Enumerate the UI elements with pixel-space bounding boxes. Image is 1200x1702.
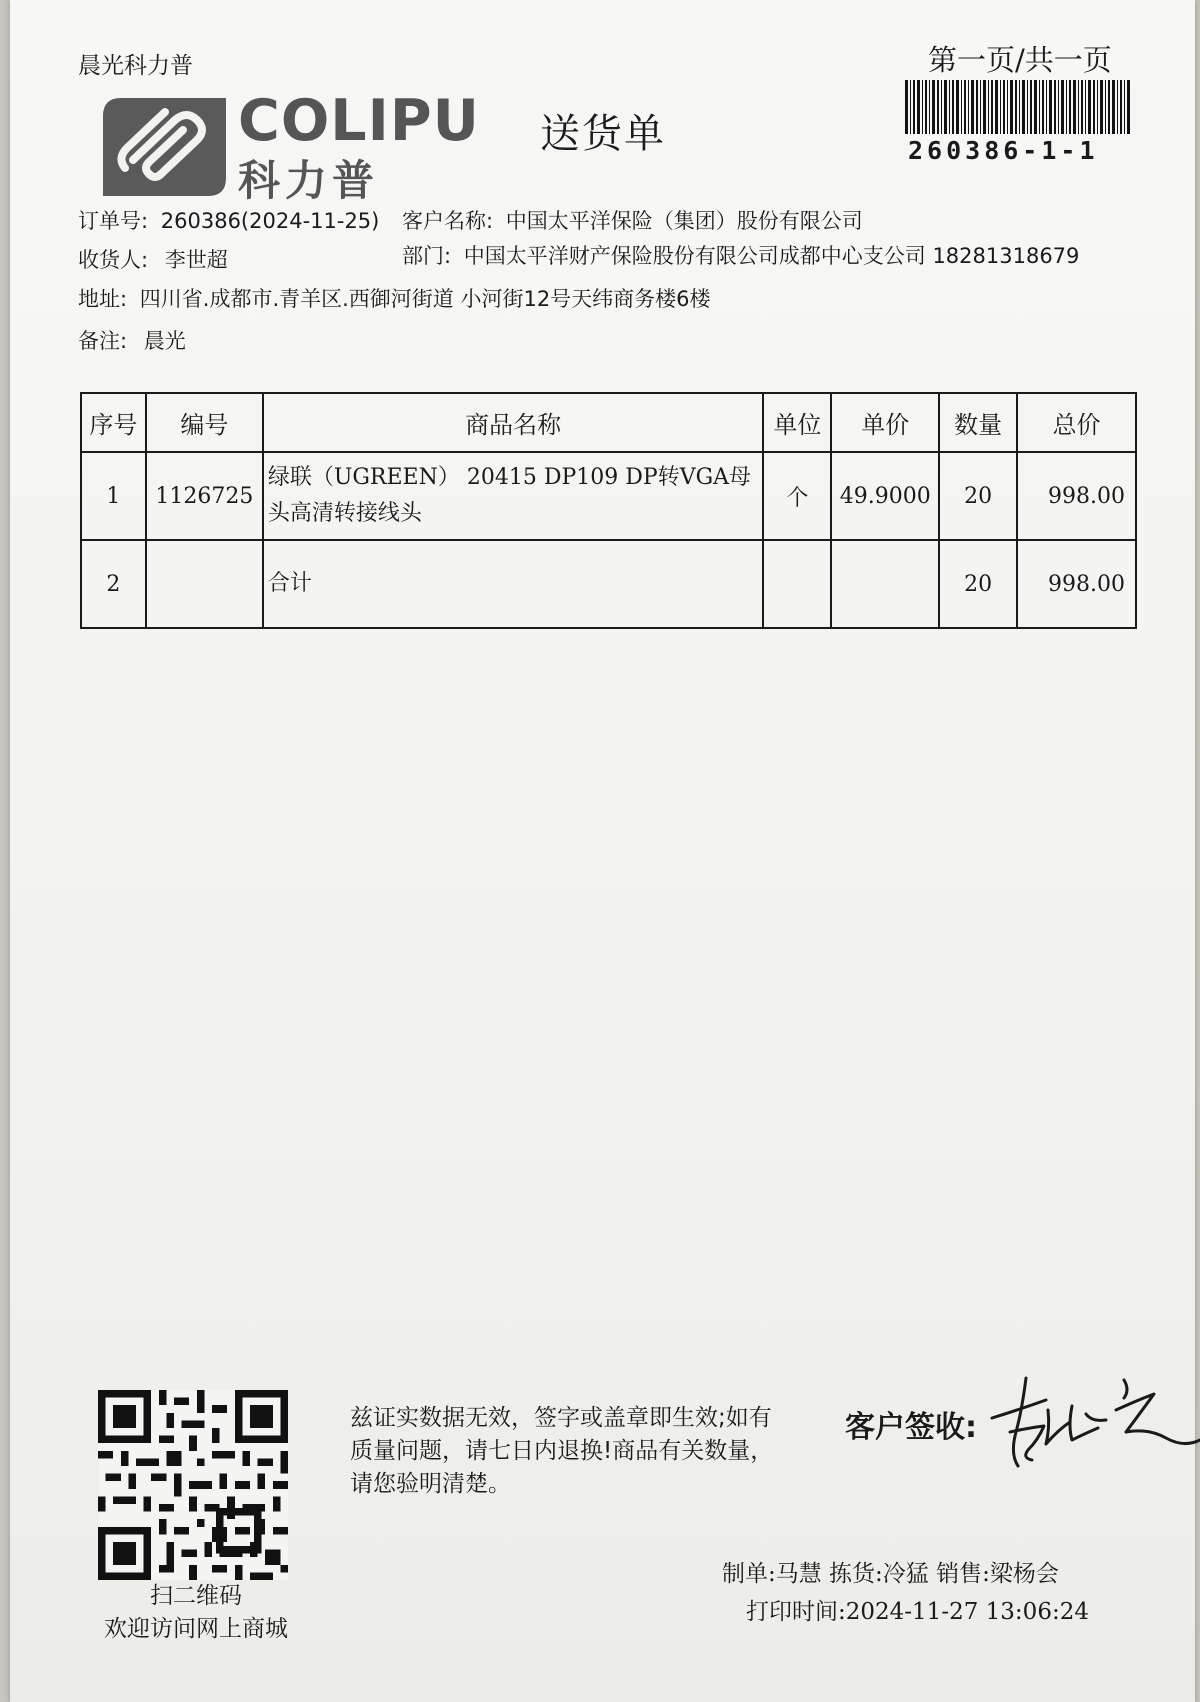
cell-unit-price xyxy=(831,540,939,628)
colipu-logo-icon xyxy=(103,98,226,196)
department-label: 部门: xyxy=(402,244,452,268)
cell-unit-price: 49.9000 xyxy=(831,452,939,540)
header-code: 编号 xyxy=(146,393,263,452)
header-seq: 序号 xyxy=(81,393,146,452)
qr-code xyxy=(98,1390,288,1580)
table-row xyxy=(81,452,1136,540)
header-unit-price: 单价 xyxy=(831,393,939,452)
qr-caption-line-1: 扫二维码 xyxy=(150,1583,242,1609)
print-time: 打印时间:2024-11-27 13:06:24 xyxy=(746,1599,1089,1625)
receiver-value: 李世超 xyxy=(164,248,228,272)
footer-notice: 兹证实数据无效，签字或盖章即生效;如有质量问题，请七日内退换!商品有关数量，请您验明清楚。 xyxy=(350,1405,774,1497)
logo-cn-text: 科力普 xyxy=(238,156,380,205)
customer-value: 中国太平洋保险（集团）股份有限公司 xyxy=(505,209,863,233)
order-number-field xyxy=(78,205,379,235)
cell-total: 998.00 xyxy=(1017,452,1136,540)
handwritten-signature xyxy=(988,1370,1200,1480)
logo-wordmark: COLIPU xyxy=(238,88,480,154)
delivery-note-paper xyxy=(10,0,1195,1702)
cell-unit: 个 xyxy=(763,452,831,540)
customer-sign-label: 客户签收: xyxy=(845,1410,977,1445)
header-unit: 单位 xyxy=(763,393,831,452)
cell-quantity: 20 xyxy=(939,540,1017,628)
qr-caption-line-2: 欢迎访问网上商城 xyxy=(104,1616,288,1642)
qr-caption xyxy=(96,1580,296,1646)
cell-product-name: 合计 xyxy=(263,540,764,628)
page-info: 第一页/共一页 xyxy=(928,43,1112,77)
cell-code: 1126725 xyxy=(146,452,263,540)
department-value: 中国太平洋财产保险股份有限公司成都中心支公司 18281318679 xyxy=(463,244,1080,268)
table-row-total xyxy=(81,540,1136,628)
document-title: 送货单 xyxy=(540,111,666,157)
barcode-number: 260386-1-1 xyxy=(908,136,1099,165)
address-field xyxy=(78,283,711,313)
department-field xyxy=(402,240,1079,270)
table-header-row xyxy=(81,393,1136,452)
cell-seq: 1 xyxy=(81,452,146,540)
staff-info: 制单:马慧 拣货:冷猛 销售:梁杨会 xyxy=(722,1561,1059,1587)
address-value: 四川省.成都市.青羊区.西御河街道 小河街12号天纬商务楼6楼 xyxy=(139,287,711,311)
note-field xyxy=(78,325,186,355)
company-name: 晨光科力普 xyxy=(78,53,193,79)
cell-total: 998.00 xyxy=(1017,540,1136,628)
cell-unit xyxy=(763,540,831,628)
header-quantity: 数量 xyxy=(939,393,1017,452)
cell-code xyxy=(146,540,263,628)
note-label: 备注: xyxy=(78,329,128,353)
barcode xyxy=(905,80,1130,134)
header-product-name: 商品名称 xyxy=(263,393,764,452)
customer-field xyxy=(402,205,863,235)
items-table xyxy=(80,392,1137,629)
cell-quantity: 20 xyxy=(939,452,1017,540)
receiver-label: 收货人: xyxy=(78,248,149,272)
cell-product-name: 绿联（UGREEN） 20415 DP109 DP转VGA母头高清转接线头 xyxy=(263,452,764,540)
receiver-field xyxy=(78,244,228,274)
header-total: 总价 xyxy=(1017,393,1136,452)
order-number-value: 260386(2024-11-25) xyxy=(160,209,380,233)
note-value: 晨光 xyxy=(143,329,186,353)
cell-seq: 2 xyxy=(81,540,146,628)
order-number-label: 订单号: xyxy=(78,209,149,233)
customer-label: 客户名称: xyxy=(402,209,494,233)
address-label: 地址: xyxy=(78,287,128,311)
